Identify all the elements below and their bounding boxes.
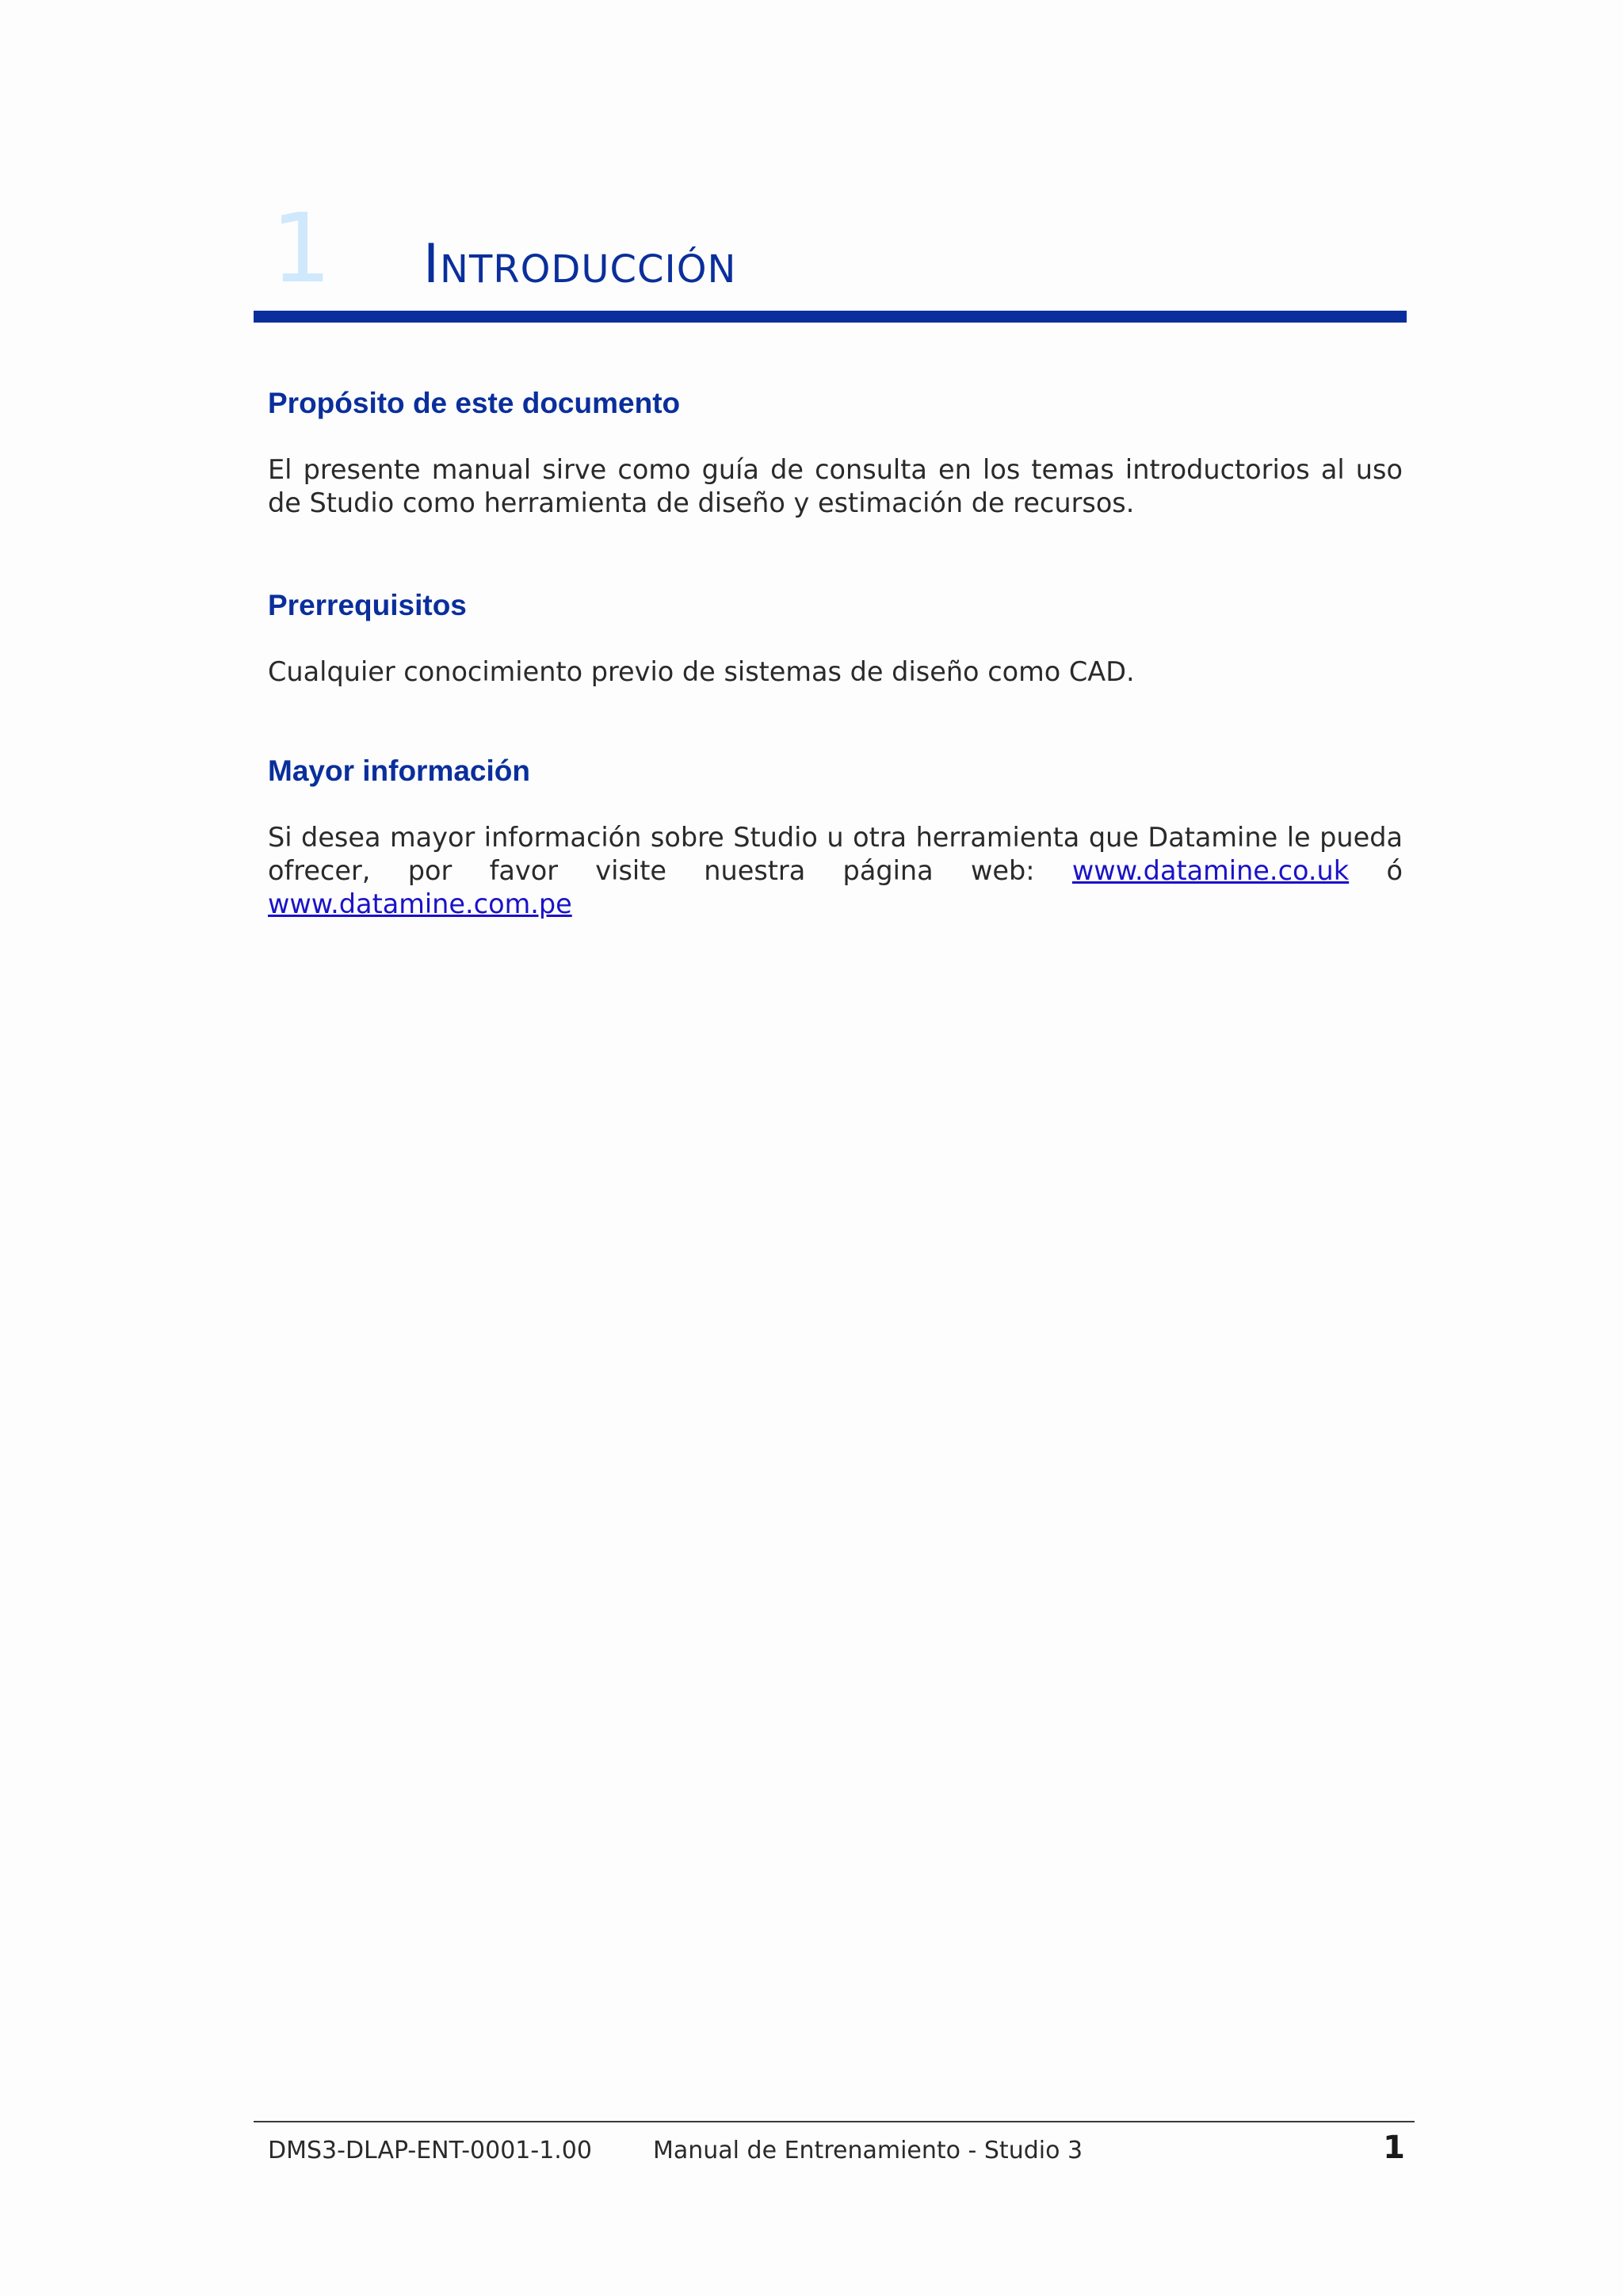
footer-page-number: 1 — [1383, 2130, 1405, 2166]
section-body — [268, 821, 1403, 921]
chapter-number: 1 — [271, 194, 332, 304]
section-purpose — [268, 386, 1403, 520]
section-prerequisites — [268, 588, 1403, 689]
section-heading: Mayor información — [268, 755, 530, 787]
section-heading: Propósito de este documento — [268, 387, 681, 419]
link-datamine-uk[interactable]: www.datamine.co.uk — [1071, 855, 1350, 886]
chapter-header — [254, 194, 1407, 325]
section-body: Cualquier conocimiento previo de sistemas de diseño como CAD. — [268, 656, 1135, 687]
link-datamine-pe[interactable]: www.datamine.com.pe — [268, 888, 572, 919]
body-text: Si desea mayor información sobre Studio u otra herramienta que Datamine le pueda ofrecer, por favor visite nuestra página web: — [268, 822, 1403, 886]
section-heading: Prerrequisitos — [268, 589, 467, 621]
body-text-or: ó — [1349, 855, 1403, 886]
section-body: El presente manual sirve como guía de consulta en los temas introductorios al uso de Studio como herramienta de diseño y estimación de recursos. — [268, 454, 1403, 518]
chapter-title: Introducción — [423, 233, 737, 296]
section-more-info — [268, 754, 1403, 921]
footer-doc-title: Manual de Entrenamiento - Studio 3 — [653, 2137, 1083, 2164]
footer-doc-code: DMS3-DLAP-ENT-0001-1.00 — [268, 2137, 592, 2164]
chapter-divider — [254, 311, 1407, 323]
footer-divider — [254, 2121, 1415, 2122]
page-footer — [254, 2121, 1415, 2168]
